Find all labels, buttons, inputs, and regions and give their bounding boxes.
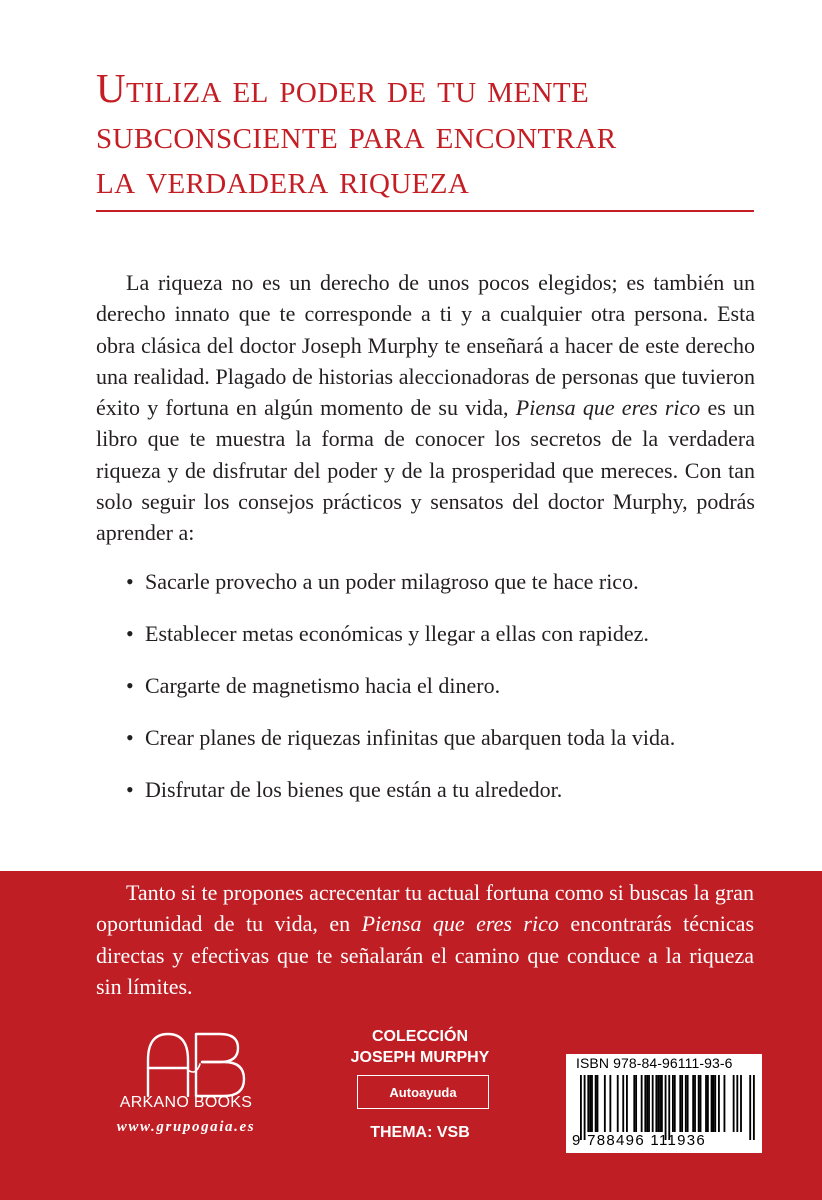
barcode-bar bbox=[672, 1075, 674, 1132]
genre-badge bbox=[357, 1075, 489, 1109]
barcode-bar bbox=[626, 1075, 628, 1132]
barcode-bar bbox=[622, 1075, 624, 1132]
list-item bbox=[96, 722, 756, 774]
list-item bbox=[96, 618, 756, 670]
barcode-bar bbox=[692, 1075, 694, 1132]
list-item bbox=[96, 670, 756, 722]
barcode-bar bbox=[595, 1075, 597, 1132]
barcode-bar bbox=[733, 1075, 735, 1132]
barcode-bar bbox=[668, 1075, 670, 1140]
barcode-bar bbox=[753, 1075, 755, 1140]
headline-line-2: subconsciente para encontrar bbox=[96, 110, 617, 157]
barcode-bar bbox=[707, 1075, 709, 1132]
arkano-books-logo-icon bbox=[140, 1030, 250, 1098]
list-item-text: Cargarte de magnetismo hacia el dinero. bbox=[145, 673, 501, 698]
headline-line-1: Utiliza el poder de tu mente bbox=[96, 65, 590, 111]
isbn-barcode bbox=[566, 1054, 762, 1153]
barcode-bar bbox=[718, 1075, 720, 1132]
bullet-icon: • bbox=[126, 569, 134, 594]
bullet-icon: • bbox=[126, 777, 134, 802]
closing-intro: Tanto si te propones acrecentar tu actual fortuna como si buscas la gran oportunidad de tu vida, en bbox=[96, 880, 754, 937]
collection-label bbox=[320, 1026, 520, 1068]
genre-label: Autoayuda bbox=[389, 1084, 457, 1100]
barcode-bar bbox=[655, 1075, 657, 1132]
barcode-bar bbox=[700, 1075, 702, 1132]
barcode-bar bbox=[604, 1075, 606, 1132]
barcode-bar bbox=[724, 1075, 726, 1132]
headline-line-3: la verdadera riqueza bbox=[96, 156, 470, 202]
barcode-bar bbox=[644, 1075, 646, 1132]
barcode-bar bbox=[661, 1075, 663, 1132]
book-title-italic: Piensa que eres rico bbox=[515, 395, 701, 421]
closing-continuation: encontrarás técnicas directas y efectivas que te señalarán el camino que conduce a la riqueza sin límites. bbox=[96, 911, 755, 999]
barcode-bar bbox=[679, 1075, 681, 1132]
barcode-bar bbox=[587, 1075, 589, 1132]
bullet-icon: • bbox=[126, 621, 134, 646]
ean-digits: 9 788496 111936 bbox=[572, 1132, 707, 1149]
closing-paragraph bbox=[96, 877, 754, 1002]
barcode-bar bbox=[646, 1075, 648, 1132]
description-intro: La riqueza no es un derecho de unos pocos elegidos; es también un derecho innato que te corresponde a ti y a cualquier otra persona. Esta obra clásica del doctor Joseph Murphy te enseñará a hacer de este derecho una realidad. Plagado de historias aleccionadoras de personas que tuvieron éxito y fortuna en algún momento de su vida, bbox=[96, 270, 755, 421]
closing-book-title: Piensa que eres rico bbox=[361, 911, 559, 937]
collection-line-2: JOSEPH MURPHY bbox=[350, 1049, 490, 1066]
barcode-bar bbox=[711, 1075, 713, 1132]
bullet-icon: • bbox=[126, 725, 134, 750]
barcode-bar bbox=[635, 1075, 637, 1132]
bullet-icon: • bbox=[126, 673, 134, 698]
thema-code: THEMA: VSB bbox=[370, 1124, 470, 1141]
barcode-bar bbox=[652, 1075, 654, 1132]
barcode-bar bbox=[712, 1075, 714, 1132]
isbn-text: ISBN 978-84-96111-93-6 bbox=[576, 1055, 733, 1071]
barcode-bar bbox=[736, 1075, 738, 1132]
list-item bbox=[96, 566, 756, 618]
barcode-bar bbox=[657, 1075, 659, 1132]
barcode-bar bbox=[633, 1075, 635, 1132]
barcode-bar bbox=[597, 1075, 599, 1132]
list-item bbox=[96, 774, 756, 826]
barcode-bar bbox=[681, 1075, 683, 1132]
barcode-bar bbox=[714, 1075, 716, 1132]
collection-line-1: COLECCIÓN bbox=[372, 1028, 468, 1045]
barcode-bar bbox=[705, 1075, 707, 1132]
benefits-list bbox=[96, 566, 756, 826]
barcode-bar bbox=[659, 1075, 661, 1132]
barcode-bar bbox=[674, 1075, 676, 1132]
barcode-bar bbox=[685, 1075, 687, 1132]
list-item-text: Disfrutar de los bienes que están a tu alrededor. bbox=[145, 777, 563, 802]
barcode-bar bbox=[648, 1075, 650, 1132]
barcode-bar bbox=[617, 1075, 619, 1132]
barcode-bar bbox=[641, 1075, 643, 1132]
barcode-bar bbox=[694, 1075, 696, 1132]
back-cover-headline bbox=[96, 66, 776, 203]
barcode-bar bbox=[687, 1075, 689, 1132]
barcode-bar bbox=[584, 1075, 586, 1140]
barcode-bar bbox=[665, 1075, 667, 1140]
barcode-bar bbox=[740, 1075, 742, 1132]
list-item-text: Establecer metas económicas y llegar a ellas con rapidez. bbox=[145, 621, 649, 646]
barcode-bar bbox=[749, 1075, 751, 1140]
barcode-bar bbox=[591, 1075, 593, 1132]
description-paragraph bbox=[96, 267, 755, 549]
barcode-bar bbox=[698, 1075, 700, 1132]
description-continuation: es un libro que te muestra la forma de conocer los secretos de la verdadera riqueza y de disfrutar del poder y de la prosperidad que mereces. Con tan solo seguir los consejos prácticos y sensatos del doctor Murphy, podrás aprender a: bbox=[96, 395, 756, 546]
publisher-name: ARKANO BOOKS bbox=[119, 1094, 253, 1111]
barcode-bar bbox=[580, 1075, 582, 1140]
barcode-bar bbox=[609, 1075, 611, 1132]
list-item-text: Sacarle provecho a un poder milagroso que te hace rico. bbox=[145, 569, 639, 594]
barcode-bar bbox=[589, 1075, 591, 1132]
headline-divider bbox=[96, 210, 754, 212]
publisher-url: www.grupogaia.es bbox=[116, 1119, 256, 1135]
list-item-text: Crear planes de riquezas infinitas que abarquen toda la vida. bbox=[145, 725, 676, 750]
